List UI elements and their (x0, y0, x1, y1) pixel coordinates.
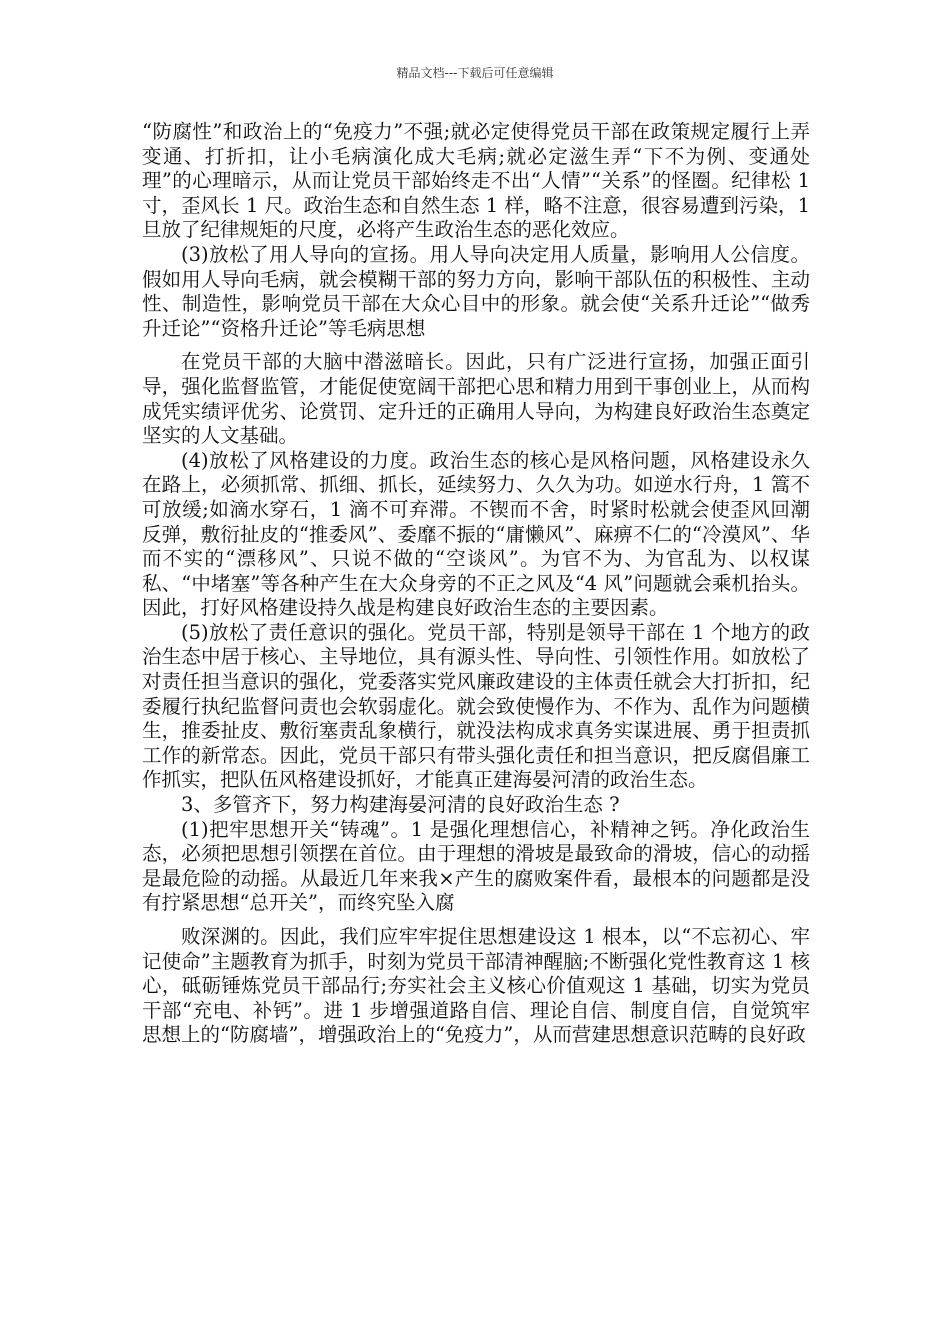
paragraph-1: “防腐性”和政治上的“免疫力”不强;就必定使得党员干部在政策规定履行上弄变通、打折扣，让小毛病演化成大毛病;就必定滋生弄“下不为例、变通处理”的心理暗示，从而让党员干部始终走不出“人情”“关系”的怪圈。纪律松 1 寸，歪风长 1 尺。政治生态和自然生态 1 样，略不注意，很容易遭到污染，1 旦放了纪律规矩的尺度，必将产生政治生态的恶化效应。 (142, 120, 810, 242)
paragraph-7: 败深渊的。因此，我们应牢牢捉住思想建设这 1 根本，以“不忘初心、牢记使命”主题教育为抓手，时刻为党员干部清神醒脑;不断强化党性教育这 1 核心，砥砺锤炼党员干部品行;夯实社会主义核心价值观这 1 基础，切实为党员干部“充电、补钙”。进 1 步增强道路自信、理论自信、制度自信，自觉筑牢思想上的“防腐墙”，增强政治上的“免疫力”，从而营建思想意识范畴的良好政 (142, 925, 810, 1047)
page-header: 精品文档---下载后可任意编辑 (396, 66, 554, 80)
paragraph-2: (3)放松了用人导向的宣扬。用人导向决定用人质量，影响用人公信度。假如用人导向毛病，就会模糊干部的努力方向，影响干部队伍的积极性、主动性、制造性，影响党员干部在大众心目中的形象。就会使“关系升迁论”“做秀升迁论”“资格升迁论”等毛病思想 (142, 242, 810, 340)
paragraph-5: (5)放松了责任意识的强化。党员干部，特别是领导干部在 1 个地方的政治生态中居于核心、主导地位，具有源头性、导向性、引领性作用。如放松了对责任担当意识的强化，党委落实党风廉政建设的主体责任就会大打折扣，纪委履行执纪监督问责也会软弱虚化。就会致使慢作为、不作为、乱作为问题横生，推委扯皮、敷衍塞责乱象横行，就没法构成求真务实谋进展、勇于担责抓工作的新常态。因此，党员干部只有带头强化责任和担当意识，把反腐倡廉工作抓实，把队伍风格建设抓好，才能真正建海晏河清的政治生态。 (142, 620, 810, 792)
section-heading-3: 3、多管齐下，努力构建海晏河清的良好政治生态 ? (181, 793, 620, 817)
paragraph-3: 在党员干部的大脑中潜滋暗长。因此，只有广泛进行宣扬，加强正面引导，强化监督监管，才能促使宽阔干部把心思和精力用到干事创业上，从而构成凭实绩评优劣、论赏罚、定升迁的正确用人导向，为构建良好政治生态奠定坚实的人文基础。 (142, 350, 810, 448)
document-body (142, 120, 810, 1048)
paragraph-4: (4)放松了风格建设的力度。政治生态的核心是风格问题，风格建设永久在路上，必须抓常、抓细、抓长，延续努力、久久为功。如逆水行舟，1 篙不可放缓;如滴水穿石，1 滴不可弃滞。不锲而不舍，时紧时松就会使歪风回潮反弹，敷衍扯皮的“推委风”、委靡不振的“庸懒风”、麻痹不仁的“冷漠风”、华而不实的“漂移风”、只说不做的“空谈风”。为官不为、为官乱为、以权谋私、“中堵塞”等各种产生在大众身旁的不正之风及“4 风”问题就会乘机抬头。因此，打好风格建设持久战是构建良好政治生态的主要因素。 (142, 448, 810, 620)
paragraph-6: (1)把牢思想开关“铸魂”。1 是强化理想信心，补精神之钙。净化政治生态，必须把思想引领摆在首位。由于理想的滑坡是最致命的滑坡，信心的动摇是最危险的动摇。从最近几年来我×产生的腐败案件看，最根本的问题都是没有拧紧思想“总开关”，而终究坠入腐 (142, 817, 810, 915)
